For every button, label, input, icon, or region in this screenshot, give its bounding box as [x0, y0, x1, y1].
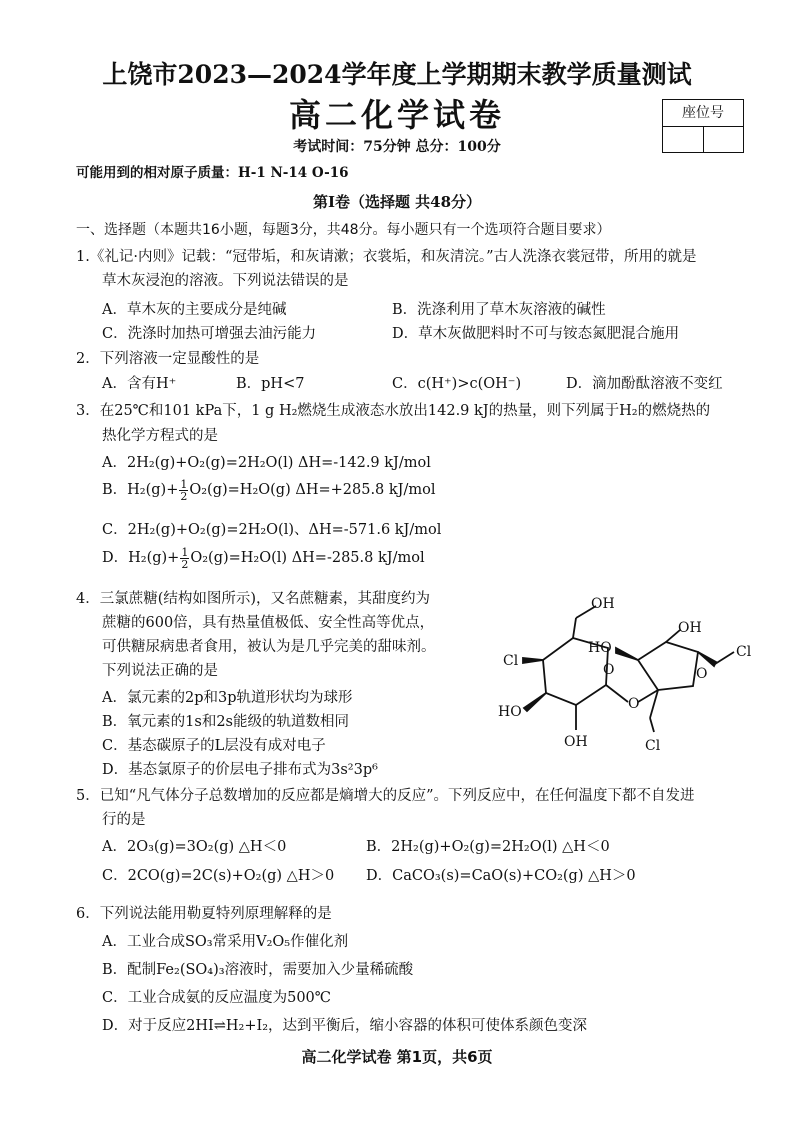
q5-stem-line1: 5．已知“凡气体分子总数增加的反应都是熵增大的反应”。下列反应中，在任何温度下都不自发进	[76, 788, 695, 804]
q3-option-c: C．2H₂(g)+O₂(g)=2H₂O(l)、ΔH=-571.6 kJ/mol	[102, 522, 442, 538]
q4-option-d: D．基态氯原子的价层电子排布式为3s²3p⁶	[102, 762, 378, 778]
bond-cl-bottom	[650, 718, 654, 732]
q1-option-d: D．草木灰做肥料时不可与铵态氮肥混合施用	[392, 326, 680, 342]
fraction-numerator: 1	[181, 545, 189, 559]
q3-option-b-fraction	[179, 479, 188, 502]
q6-option-c: C．工业合成氨的反应温度为500℃	[102, 990, 331, 1006]
q3-option-d-pre: D．H₂(g)+	[102, 550, 180, 566]
wedge-ho-mid	[616, 648, 638, 660]
q3-option-d-post: O₂(g)=H₂O(l) ΔH=-285.8 kJ/mol	[190, 550, 425, 566]
exam-title: 上饶市2023—2024学年度上学期期末教学质量测试	[102, 60, 692, 89]
label-o-bridge: O	[628, 696, 640, 712]
q3-stem-line2: 热化学方程式的是	[102, 428, 218, 444]
q1-stem-line2: 草木灰浸泡的溶液。下列说法错误的是	[102, 273, 349, 289]
q4-stem-line2: 蔗糖的600倍，具有热量值极低、安全性高等优点，	[102, 615, 435, 631]
wedge-ch2-right	[698, 652, 716, 666]
fraction-denominator: 2	[181, 557, 189, 571]
q6-stem: 6．下列说法能用勒夏特列原理解释的是	[76, 906, 332, 922]
q2-option-c: C．c(H⁺)>c(OH⁻)	[392, 376, 522, 392]
q4-option-c: C．基态碳原子的L层没有成对电子	[102, 738, 326, 754]
q5-option-b: B．2H₂(g)+O₂(g)=2H₂O(l) △H＜0	[366, 839, 610, 855]
q5-stem-line2: 行的是	[102, 812, 146, 828]
q3-option-b-pre: B．H₂(g)+	[102, 482, 179, 498]
q4-stem-line4: 下列说法正确的是	[102, 663, 218, 679]
q4-option-a: A．氯元素的2p和3p轨道形状均为球形	[102, 690, 353, 706]
bond-cl-right	[715, 652, 734, 664]
fraction-numerator: 1	[180, 477, 188, 491]
sucralose-structure-diagram	[488, 590, 778, 765]
q5-option-a: A．2O₃(g)=3O₂(g) △H＜0	[102, 839, 287, 855]
label-cl-right: Cl	[736, 644, 752, 660]
wedge-cl-left	[523, 658, 543, 663]
q2-option-d: D．滴加酚酞溶液不变红	[566, 376, 723, 392]
exam-meta: 考试时间：75分钟 总分：100分	[293, 139, 501, 155]
label-oh-right: OH	[678, 620, 702, 636]
section-heading: 一、选择题（本题共16小题，每题3分，共48分。每小题只有一个选项符合题目要求）	[76, 222, 611, 238]
q2-stem: 2．下列溶液一定显酸性的是	[76, 351, 260, 367]
q2-option-a: A．含有H⁺	[102, 376, 177, 392]
q5-option-d: D．CaCO₃(s)=CaO(s)+CO₂(g) △H＞0	[366, 868, 636, 884]
part-title: 第Ⅰ卷（选择题 共48分）	[312, 193, 482, 211]
page-footer: 高二化学试卷 第1页，共6页	[301, 1048, 493, 1066]
seat-number-label: 座位号	[663, 100, 743, 127]
furanose-ring	[638, 642, 698, 690]
q6-option-a: A．工业合成SO₃常采用V₂O₅作催化剂	[102, 934, 349, 950]
q4-option-b: B．氧元素的1s和2s能级的轨道数相同	[102, 714, 349, 730]
q2-option-b: B．pH<7	[236, 376, 305, 392]
label-ho-left: HO	[498, 704, 522, 720]
label-ho-mid: HO	[588, 640, 612, 656]
q3-option-d-fraction	[180, 547, 189, 570]
bond-glycosidic-1	[606, 685, 628, 702]
bond-ch2	[573, 618, 576, 638]
q1-option-a: A．草木灰的主要成分是纯碱	[102, 302, 287, 318]
label-o-ring2: O	[696, 666, 708, 682]
label-cl-bottom: Cl	[645, 738, 661, 754]
label-oh-top: OH	[591, 596, 615, 612]
label-o-ring1: O	[603, 662, 615, 678]
wedge-ho-left	[524, 693, 546, 711]
q1-option-c: C．洗涤时加热可增强去油污能力	[102, 326, 317, 342]
q3-option-a: A．2H₂(g)+O₂(g)=2H₂O(l) ΔH=-142.9 kJ/mol	[102, 455, 431, 471]
q3-option-d	[102, 546, 425, 570]
q5-option-c: C．2CO(g)=2C(s)+O₂(g) △H＞0	[102, 868, 335, 884]
q6-option-b: B．配制Fe₂(SO₄)₃溶液时，需要加入少量稀硫酸	[102, 962, 414, 978]
q6-option-d: D．对于反应2HI⇌H₂+I₂，达到平衡后，缩小容器的体积可使体系颜色变深	[102, 1018, 588, 1034]
label-cl-left: Cl	[503, 653, 519, 669]
q4-stem-line1: 4．三氯蔗糖(结构如图所示)，又名蔗糖素，其甜度约为	[76, 591, 431, 607]
q3-option-b	[102, 478, 436, 502]
q3-option-b-post: O₂(g)=H₂O(g) ΔH=+285.8 kJ/mol	[189, 482, 436, 498]
fraction-denominator: 2	[180, 489, 188, 503]
q3-stem-line1: 3．在25℃和101 kPa下，1 g H₂燃烧生成液态水放出142.9 kJ的热量，则下列属于H₂的燃烧热的	[76, 403, 711, 419]
q1-stem-line1: 1.《礼记·内则》记载：“冠带垢，和灰请漱；衣裳垢，和灰清浣。”古人洗涤衣裳冠带，所用的就是	[76, 249, 697, 265]
exam-subtitle: 高二化学试卷	[288, 96, 505, 134]
q1-option-b: B．洗涤利用了草木灰溶液的碱性	[392, 302, 606, 318]
atomic-masses: 可能用到的相对原子质量：H-1 N-14 O-16	[76, 165, 349, 181]
q4-stem-line3: 可供糖尿病患者食用，被认为是几乎完美的甜味剂。	[102, 639, 436, 655]
label-oh-bottom: OH	[564, 734, 588, 750]
